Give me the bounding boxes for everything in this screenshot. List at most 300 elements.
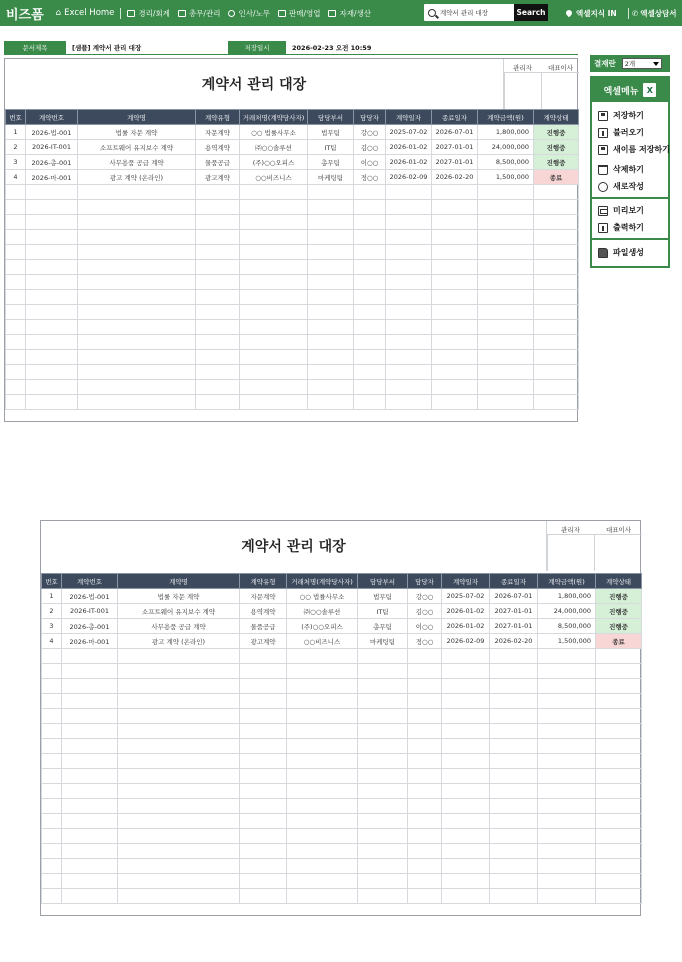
table-cell	[287, 664, 358, 679]
table-cell[interactable]: 물품공급	[196, 155, 240, 170]
column-header: 계약유형	[240, 574, 287, 589]
table-cell[interactable]	[196, 380, 240, 395]
table-cell[interactable]: ○○비즈니스	[240, 170, 308, 185]
table-cell[interactable]	[534, 290, 579, 305]
table-cell[interactable]	[26, 260, 78, 275]
ledger-sheet-print	[40, 520, 641, 916]
nav-item-accounting[interactable]	[123, 8, 174, 19]
table-cell[interactable]	[78, 260, 196, 275]
table-cell[interactable]	[26, 245, 78, 260]
table-cell[interactable]	[26, 200, 78, 215]
column-header: 계약유형	[196, 110, 240, 125]
table-cell[interactable]	[26, 215, 78, 230]
table-cell[interactable]	[240, 335, 308, 350]
table-cell[interactable]: 3	[6, 155, 26, 170]
column-header: 계약명	[78, 110, 196, 125]
table-cell	[240, 739, 287, 754]
table-cell[interactable]: 사무용품 공급 계약	[78, 155, 196, 170]
table-cell[interactable]: ㈜○○솔루션	[240, 140, 308, 155]
table-cell[interactable]	[354, 305, 386, 320]
chevron-down-icon	[653, 62, 659, 66]
table-cell[interactable]	[386, 395, 432, 410]
table-cell[interactable]: 2027-01-01	[432, 140, 478, 155]
table-cell	[490, 889, 538, 904]
save-as-button[interactable]	[598, 142, 670, 157]
table-cell[interactable]: 2026-마-001	[26, 170, 78, 185]
table-cell[interactable]	[386, 305, 432, 320]
table-cell[interactable]	[6, 365, 26, 380]
table-cell[interactable]	[386, 335, 432, 350]
table-cell[interactable]	[26, 365, 78, 380]
table-cell[interactable]	[354, 395, 386, 410]
table-cell[interactable]: 강○○	[354, 125, 386, 140]
table-cell	[287, 694, 358, 709]
nav-knowledge-in[interactable]	[566, 0, 617, 26]
table-cell[interactable]	[196, 275, 240, 290]
table-cell[interactable]	[196, 185, 240, 200]
table-cell	[240, 799, 287, 814]
table-cell[interactable]	[78, 290, 196, 305]
table-cell	[442, 739, 490, 754]
table-cell[interactable]	[386, 365, 432, 380]
nav-excel-home[interactable]	[52, 8, 119, 18]
delete-button[interactable]	[598, 162, 644, 177]
table-cell[interactable]: 광고 계약 (온라인)	[78, 170, 196, 185]
table-cell[interactable]	[354, 290, 386, 305]
table-cell: 2027-01-01	[490, 619, 538, 634]
search-input[interactable]	[440, 9, 514, 17]
table-cell[interactable]	[386, 215, 432, 230]
table-cell	[287, 739, 358, 754]
table-cell[interactable]	[432, 275, 478, 290]
table-cell[interactable]: 광고계약	[196, 170, 240, 185]
nav-item-label: 총무/관리	[188, 8, 221, 18]
table-cell[interactable]: IT팀	[308, 140, 354, 155]
table-cell[interactable]: 8,500,000	[478, 155, 534, 170]
table-cell[interactable]	[78, 335, 196, 350]
table-cell[interactable]: 정○○	[354, 170, 386, 185]
table-cell[interactable]	[26, 185, 78, 200]
table-cell[interactable]	[240, 350, 308, 365]
table-cell[interactable]	[308, 305, 354, 320]
table-cell	[490, 799, 538, 814]
table-cell	[62, 724, 118, 739]
table-cell[interactable]	[354, 380, 386, 395]
table-cell	[118, 859, 240, 874]
table-cell[interactable]	[478, 230, 534, 245]
table-cell[interactable]: 자문계약	[196, 125, 240, 140]
table-cell[interactable]	[196, 245, 240, 260]
approver-ceo-sign[interactable]	[541, 72, 579, 109]
table-cell[interactable]	[308, 395, 354, 410]
table-cell[interactable]	[6, 245, 26, 260]
table-cell: 2026-01-02	[442, 604, 490, 619]
column-header: 계약금액(원)	[538, 574, 596, 589]
table-cell[interactable]	[78, 275, 196, 290]
table-cell	[42, 694, 62, 709]
nav-item-hr[interactable]	[224, 8, 274, 19]
table-cell[interactable]	[432, 185, 478, 200]
status-badge[interactable]: 진행중	[534, 140, 579, 155]
table-cell[interactable]	[534, 260, 579, 275]
table-cell[interactable]	[432, 365, 478, 380]
cart-icon	[278, 10, 286, 17]
table-cell[interactable]: 2025-07-02	[386, 125, 432, 140]
table-cell[interactable]: 2026-법-001	[26, 125, 78, 140]
table-cell[interactable]	[386, 245, 432, 260]
table-cell[interactable]	[26, 350, 78, 365]
nav-excel-home-label: Excel Home	[64, 8, 115, 18]
table-row	[6, 290, 579, 305]
table-cell[interactable]	[240, 215, 308, 230]
table-cell[interactable]	[354, 260, 386, 275]
table-cell[interactable]	[78, 215, 196, 230]
table-cell[interactable]	[534, 275, 579, 290]
table-cell[interactable]	[308, 245, 354, 260]
table-cell[interactable]	[478, 245, 534, 260]
table-cell[interactable]	[386, 350, 432, 365]
column-header: 종료일자	[432, 110, 478, 125]
table-cell[interactable]	[240, 275, 308, 290]
table-cell[interactable]	[308, 320, 354, 335]
table-cell[interactable]	[478, 365, 534, 380]
table-cell[interactable]	[386, 185, 432, 200]
table-cell	[287, 724, 358, 739]
table-cell[interactable]: 1,500,000	[478, 170, 534, 185]
table-cell[interactable]	[432, 260, 478, 275]
table-row	[42, 799, 642, 814]
table-cell[interactable]	[478, 290, 534, 305]
table-cell[interactable]: 총무팀	[308, 155, 354, 170]
table-cell: 1,800,000	[538, 589, 596, 604]
table-cell[interactable]	[308, 335, 354, 350]
preview-button[interactable]	[598, 203, 644, 218]
table-cell	[42, 874, 62, 889]
table-cell[interactable]: 법무팀	[308, 125, 354, 140]
table-cell[interactable]	[196, 320, 240, 335]
table-cell[interactable]	[6, 380, 26, 395]
table-cell[interactable]	[78, 395, 196, 410]
load-button[interactable]	[598, 125, 644, 140]
table-cell[interactable]	[6, 215, 26, 230]
table-cell[interactable]	[26, 230, 78, 245]
table-cell[interactable]	[78, 200, 196, 215]
table-cell[interactable]	[308, 380, 354, 395]
table-cell[interactable]	[308, 275, 354, 290]
table-cell[interactable]	[478, 200, 534, 215]
nav-item-sales[interactable]	[274, 8, 325, 19]
table-cell[interactable]: 2026-02-20	[432, 170, 478, 185]
table-cell[interactable]	[354, 320, 386, 335]
status-badge[interactable]: 진행중	[534, 125, 579, 140]
status-badge: 진행중	[596, 619, 642, 634]
table-cell[interactable]	[432, 200, 478, 215]
table-cell[interactable]	[6, 395, 26, 410]
excel-menu-title	[592, 78, 668, 102]
table-cell[interactable]	[78, 185, 196, 200]
table-cell[interactable]	[308, 260, 354, 275]
column-header: 번호	[42, 574, 62, 589]
table-cell	[538, 679, 596, 694]
table-cell[interactable]	[196, 230, 240, 245]
table-cell[interactable]	[534, 185, 579, 200]
table-cell	[408, 814, 442, 829]
nav-item-general-affairs[interactable]	[174, 8, 225, 19]
table-cell[interactable]	[78, 245, 196, 260]
table-cell[interactable]	[308, 290, 354, 305]
table-cell[interactable]	[26, 275, 78, 290]
table-cell[interactable]	[432, 215, 478, 230]
table-cell[interactable]	[478, 185, 534, 200]
table-cell[interactable]: 2026-IT-001	[26, 140, 78, 155]
table-cell[interactable]: 용역계약	[196, 140, 240, 155]
nav-excel-consult[interactable]	[632, 0, 677, 26]
table-cell[interactable]: 마케팅팀	[308, 170, 354, 185]
table-cell[interactable]: 소프트웨어 유지보수 계약	[78, 140, 196, 155]
table-cell[interactable]: 2026-01-02	[386, 155, 432, 170]
table-cell[interactable]	[534, 350, 579, 365]
table-cell	[62, 889, 118, 904]
table-cell[interactable]	[308, 230, 354, 245]
table-cell[interactable]	[240, 395, 308, 410]
table-cell[interactable]	[386, 380, 432, 395]
table-cell[interactable]	[478, 395, 534, 410]
search-button[interactable]: Search	[514, 4, 548, 21]
table-cell[interactable]	[354, 350, 386, 365]
table-cell[interactable]	[6, 230, 26, 245]
table-cell[interactable]	[6, 350, 26, 365]
table-cell[interactable]	[240, 320, 308, 335]
table-cell[interactable]	[308, 185, 354, 200]
brand-logo[interactable]: 비즈폼	[6, 7, 44, 23]
table-cell[interactable]	[534, 320, 579, 335]
table-cell	[408, 754, 442, 769]
print-button[interactable]	[598, 220, 644, 235]
table-cell[interactable]	[534, 365, 579, 380]
table-cell[interactable]	[354, 200, 386, 215]
table-cell[interactable]: 1,800,000	[478, 125, 534, 140]
table-cell[interactable]	[308, 200, 354, 215]
table-cell[interactable]	[386, 200, 432, 215]
table-cell[interactable]	[354, 215, 386, 230]
table-cell[interactable]	[240, 365, 308, 380]
table-cell[interactable]	[6, 305, 26, 320]
new-button[interactable]	[598, 179, 644, 194]
table-cell[interactable]	[534, 245, 579, 260]
ledger-title-print: 계약서 관리 대장	[241, 539, 346, 555]
table-cell[interactable]	[240, 245, 308, 260]
table-cell[interactable]	[354, 245, 386, 260]
table-cell	[287, 649, 358, 664]
table-cell[interactable]	[478, 320, 534, 335]
table-cell[interactable]: (주)○○오피스	[240, 155, 308, 170]
table-cell[interactable]	[354, 335, 386, 350]
table-cell[interactable]	[240, 185, 308, 200]
table-cell[interactable]	[432, 305, 478, 320]
table-cell	[42, 799, 62, 814]
table-cell[interactable]	[26, 395, 78, 410]
table-cell[interactable]	[78, 380, 196, 395]
table-cell[interactable]: 2026-07-01	[432, 125, 478, 140]
table-cell[interactable]	[354, 230, 386, 245]
save-button[interactable]	[598, 108, 644, 123]
table-cell[interactable]	[240, 290, 308, 305]
table-cell[interactable]: 2	[6, 140, 26, 155]
table-cell[interactable]	[240, 200, 308, 215]
table-cell[interactable]	[26, 380, 78, 395]
table-cell	[408, 769, 442, 784]
table-cell	[118, 769, 240, 784]
nav-divider	[628, 8, 629, 19]
table-cell[interactable]: 2027-01-01	[432, 155, 478, 170]
ledger-title: 계약서 관리 대장	[201, 77, 307, 93]
table-cell[interactable]	[196, 215, 240, 230]
table-cell	[62, 739, 118, 754]
table-cell	[490, 724, 538, 739]
table-cell[interactable]	[196, 350, 240, 365]
table-cell[interactable]	[534, 380, 579, 395]
column-header: 담당자	[354, 110, 386, 125]
table-cell[interactable]	[354, 275, 386, 290]
table-cell[interactable]	[432, 320, 478, 335]
table-cell[interactable]	[478, 380, 534, 395]
status-badge[interactable]: 진행중	[534, 155, 579, 170]
table-cell[interactable]	[386, 230, 432, 245]
table-row	[42, 829, 642, 844]
table-cell	[408, 649, 442, 664]
table-cell[interactable]	[6, 275, 26, 290]
file-create-button[interactable]	[598, 245, 644, 260]
table-cell	[538, 829, 596, 844]
table-cell[interactable]	[432, 290, 478, 305]
table-cell[interactable]: 24,000,000	[478, 140, 534, 155]
table-cell	[490, 679, 538, 694]
table-cell[interactable]	[534, 230, 579, 245]
table-cell[interactable]	[308, 365, 354, 380]
table-cell	[596, 889, 642, 904]
table-cell[interactable]	[432, 335, 478, 350]
table-cell[interactable]: 김○○	[354, 140, 386, 155]
table-cell[interactable]	[432, 380, 478, 395]
refresh-icon	[598, 182, 608, 192]
table-cell[interactable]	[432, 245, 478, 260]
table-cell[interactable]: 1	[6, 125, 26, 140]
table-cell[interactable]	[6, 335, 26, 350]
table-cell	[358, 739, 408, 754]
approver-manager-sign[interactable]	[504, 72, 541, 109]
table-cell	[596, 829, 642, 844]
table-cell[interactable]	[196, 290, 240, 305]
table-cell[interactable]	[78, 320, 196, 335]
table-cell[interactable]	[308, 350, 354, 365]
table-cell[interactable]	[478, 275, 534, 290]
approver-ceo-label: 대표이사	[605, 526, 632, 534]
table-cell[interactable]	[386, 290, 432, 305]
status-badge[interactable]: 종료	[534, 170, 579, 185]
table-cell: ○○비즈니스	[287, 634, 358, 649]
table-cell	[240, 829, 287, 844]
table-cell[interactable]: 2026-총-001	[26, 155, 78, 170]
table-cell[interactable]	[78, 305, 196, 320]
table-cell[interactable]	[432, 230, 478, 245]
table-cell[interactable]	[354, 185, 386, 200]
table-row	[6, 260, 579, 275]
table-cell[interactable]	[432, 350, 478, 365]
table-cell[interactable]: 법률 자문 계약	[78, 125, 196, 140]
table-cell[interactable]	[196, 395, 240, 410]
trash-icon	[598, 165, 608, 175]
table-cell[interactable]: 4	[6, 170, 26, 185]
table-cell[interactable]: ○○ 법률사무소	[240, 125, 308, 140]
table-cell	[118, 754, 240, 769]
table-cell: 2026-02-20	[490, 634, 538, 649]
table-cell[interactable]	[386, 320, 432, 335]
table-cell[interactable]	[534, 335, 579, 350]
table-cell[interactable]	[78, 230, 196, 245]
table-cell[interactable]	[26, 305, 78, 320]
nav-item-label: 인사/노무	[238, 8, 270, 18]
table-cell[interactable]: 2026-01-02	[386, 140, 432, 155]
approval-count-select[interactable]	[622, 58, 662, 69]
table-cell[interactable]	[534, 200, 579, 215]
table-cell[interactable]	[386, 260, 432, 275]
table-cell[interactable]	[6, 320, 26, 335]
table-cell[interactable]	[534, 395, 579, 410]
table-cell	[42, 889, 62, 904]
table-cell[interactable]	[196, 305, 240, 320]
table-cell[interactable]	[26, 320, 78, 335]
table-row	[6, 245, 579, 260]
table-cell[interactable]	[478, 305, 534, 320]
table-cell[interactable]	[6, 200, 26, 215]
table-cell[interactable]	[478, 215, 534, 230]
table-cell[interactable]	[26, 290, 78, 305]
table-cell[interactable]	[354, 365, 386, 380]
table-row	[42, 634, 642, 649]
table-cell[interactable]	[196, 260, 240, 275]
table-cell[interactable]	[78, 350, 196, 365]
table-cell[interactable]: 2026-02-09	[386, 170, 432, 185]
table-cell[interactable]	[432, 395, 478, 410]
table-cell	[596, 649, 642, 664]
table-cell[interactable]	[240, 305, 308, 320]
table-cell[interactable]	[478, 260, 534, 275]
table-cell[interactable]	[196, 200, 240, 215]
print-icon	[598, 223, 608, 233]
table-cell[interactable]	[308, 215, 354, 230]
table-cell[interactable]	[196, 335, 240, 350]
table-cell[interactable]	[78, 365, 196, 380]
table-cell[interactable]	[478, 350, 534, 365]
table-cell[interactable]	[534, 215, 579, 230]
doc-title-label: 문서제목	[4, 41, 66, 54]
table-cell[interactable]	[196, 365, 240, 380]
table-cell[interactable]	[240, 230, 308, 245]
table-cell[interactable]	[6, 290, 26, 305]
table-cell[interactable]	[534, 305, 579, 320]
table-cell: 소프트웨어 유지보수 계약	[118, 604, 240, 619]
table-cell	[287, 844, 358, 859]
table-cell[interactable]	[26, 335, 78, 350]
table-cell[interactable]	[478, 335, 534, 350]
table-cell[interactable]	[6, 185, 26, 200]
nav-item-production[interactable]	[324, 8, 375, 19]
table-cell[interactable]	[240, 260, 308, 275]
table-cell[interactable]	[386, 275, 432, 290]
table-cell[interactable]	[240, 380, 308, 395]
table-cell[interactable]: 이○○	[354, 155, 386, 170]
table-cell[interactable]	[6, 260, 26, 275]
